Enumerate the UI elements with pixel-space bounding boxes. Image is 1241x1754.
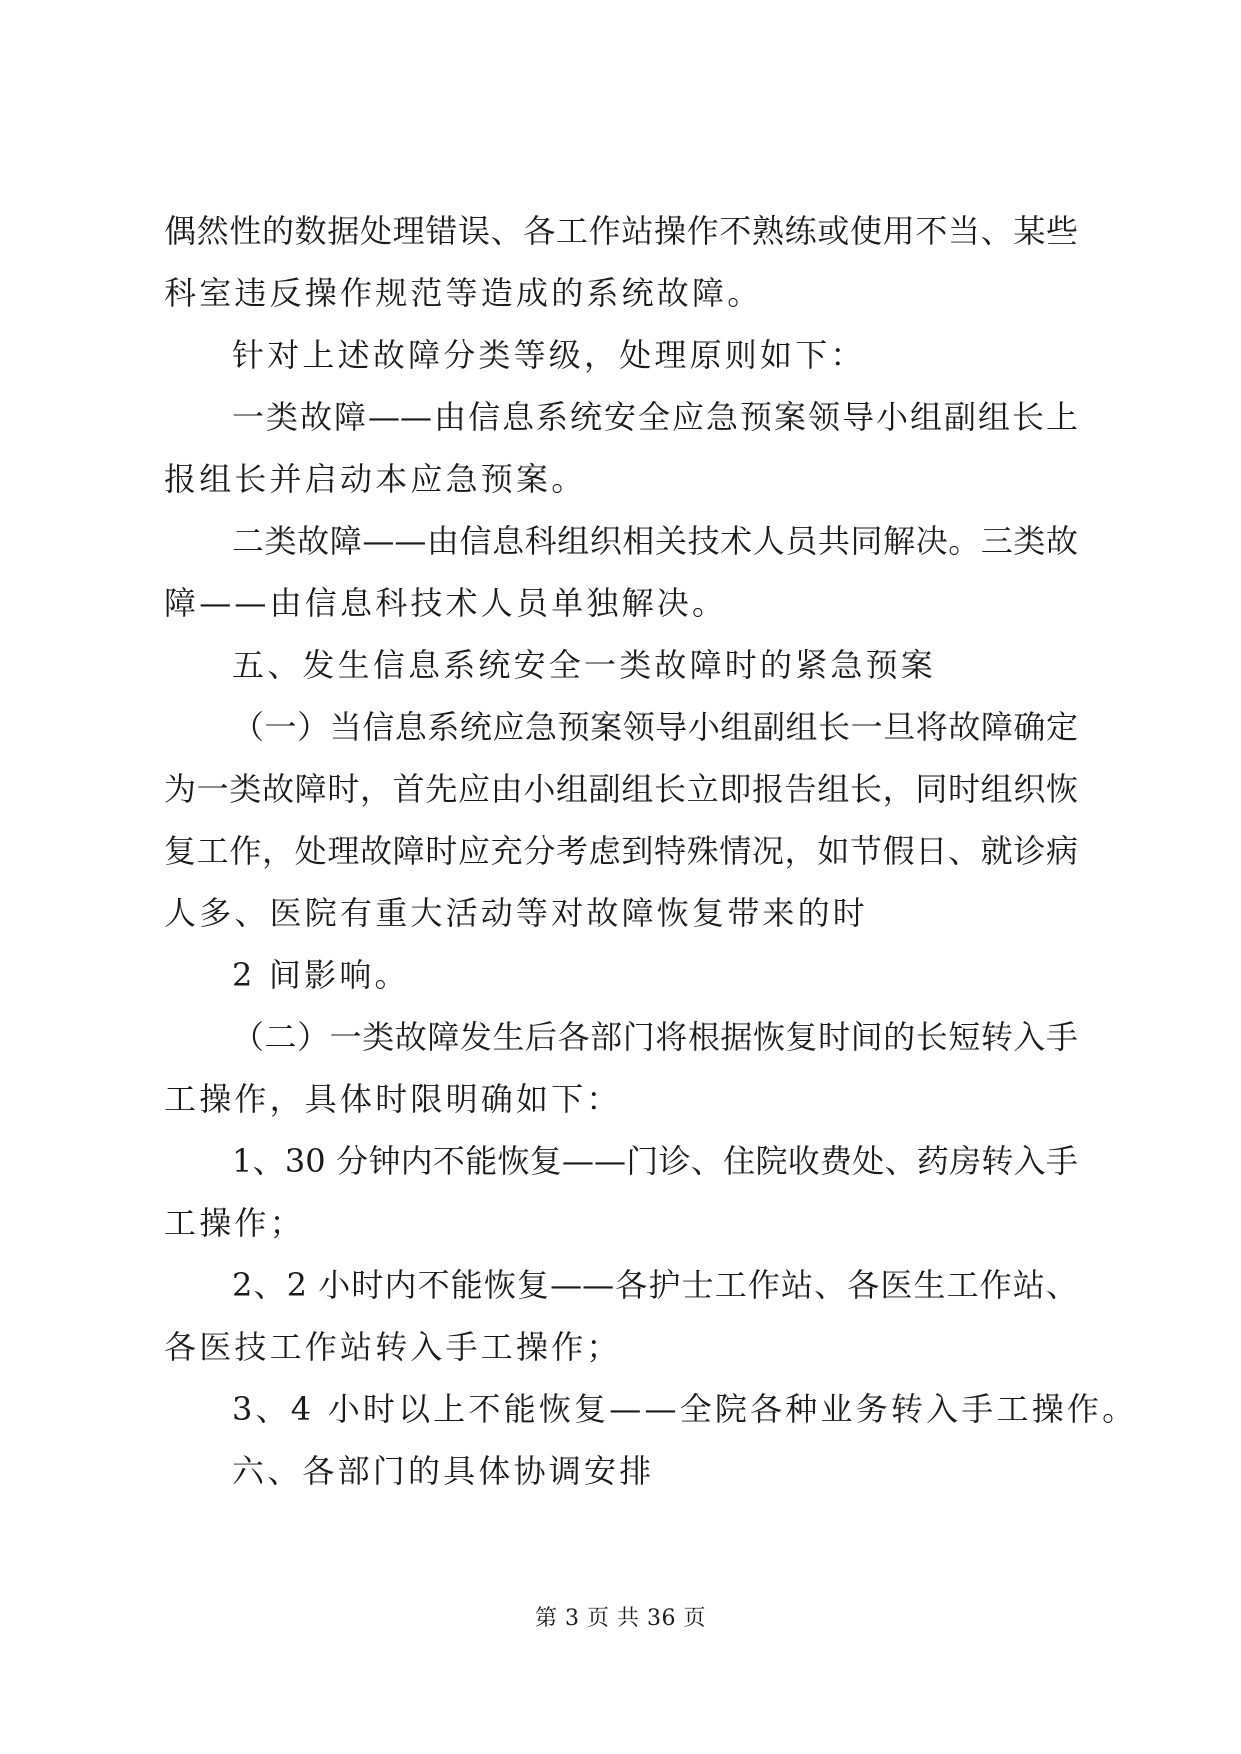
paragraph-line: 为一类故障时，首先应由小组副组长立即报告组长，同时组织恢 [164, 770, 1078, 808]
paragraph-line: 工操作，具体时限明确如下： [164, 1080, 622, 1118]
paragraph-line: （二）一类故障发生后各部门将根据恢复时间的长短转入手 [232, 1018, 1078, 1056]
paragraph-line: 障——由信息科技术人员单独解决。 [164, 584, 728, 622]
paragraph-line: 2 间影响。 [232, 956, 410, 994]
paragraph-line: 各医技工作站转入手工操作； [164, 1328, 622, 1366]
paragraph-line: 复工作，处理故障时应充分考虑到特殊情况，如节假日、就诊病 [164, 832, 1078, 870]
paragraph-line: 偶然性的数据处理错误、各工作站操作不熟练或使用不当、某些 [164, 212, 1078, 250]
paragraph-line: 3、4 小时以上不能恢复——全院各种业务转入手工操作。 [232, 1390, 1138, 1428]
paragraph-line: 针对上述故障分类等级，处理原则如下： [232, 336, 866, 374]
paragraph-line: 工操作； [164, 1204, 305, 1242]
paragraph-line: 报组长并启动本应急预案。 [164, 460, 587, 498]
paragraph-line: （一）当信息系统应急预案领导小组副组长一旦将故障确定 [232, 708, 1078, 746]
section-heading: 五、发生信息系统安全一类故障时的紧急预案 [232, 646, 937, 684]
paragraph-line: 1、30 分钟内不能恢复——门诊、住院收费处、药房转入手 [232, 1142, 1078, 1180]
paragraph-line: 2、2 小时内不能恢复——各护士工作站、各医生工作站、 [232, 1266, 1078, 1304]
paragraph-line: 二类故障——由信息科组织相关技术人员共同解决。三类故 [232, 522, 1078, 560]
section-heading: 六、各部门的具体协调安排 [232, 1452, 655, 1490]
page-footer: 第 3 页 共 36 页 [535, 1606, 706, 1631]
paragraph-line: 科室违反操作规范等造成的系统故障。 [164, 274, 763, 312]
paragraph-line: 人多、医院有重大活动等对故障恢复带来的时 [164, 894, 869, 932]
paragraph-line: 一类故障——由信息系统安全应急预案领导小组副组长上 [232, 398, 1078, 436]
